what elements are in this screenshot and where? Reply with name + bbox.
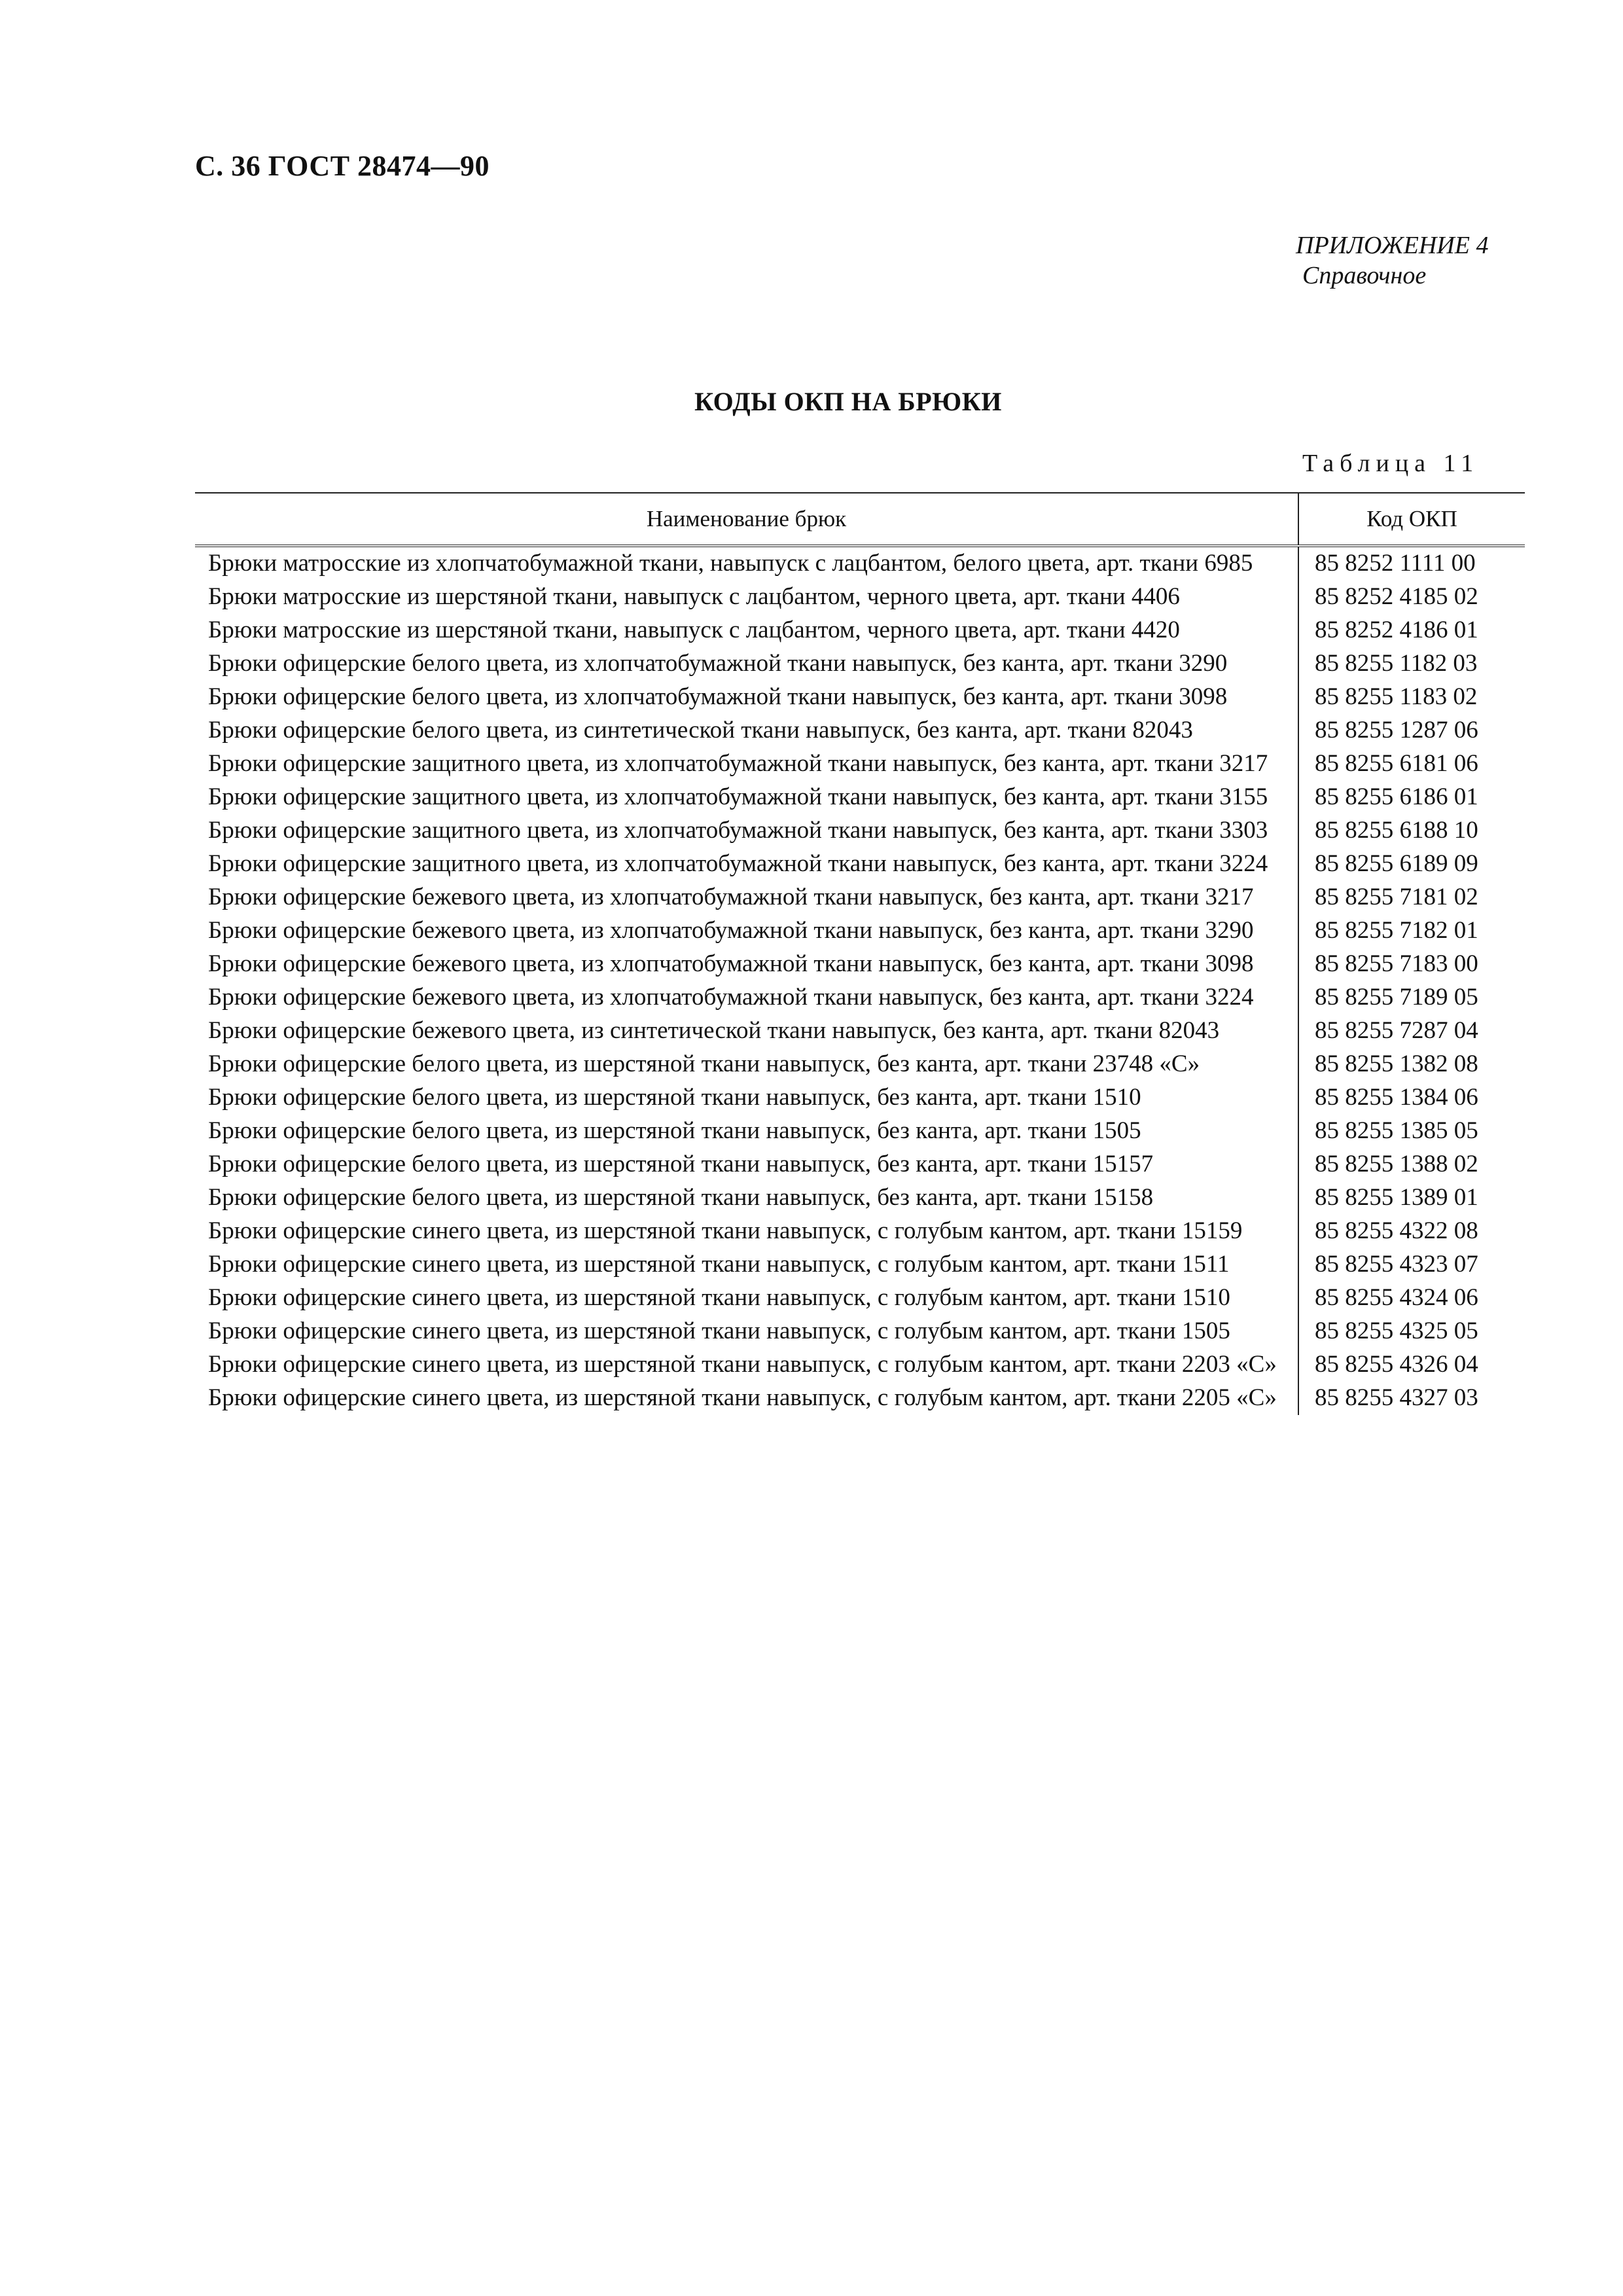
table-label: Таблица 11 (1302, 450, 1480, 477)
okp-code-cell: 85 8255 6188 10 (1315, 817, 1478, 844)
trouser-name-cell: Брюки офицерские синего цвета, из шерстяной ткани навыпуск, с голубым кантом, арт. ткани 2203 «С» (195, 1348, 1298, 1382)
table-row (195, 681, 1525, 714)
trouser-name-cell: Брюки офицерские синего цвета, из шерстяной ткани навыпуск, с голубым кантом, арт. ткани 15159 (195, 1215, 1298, 1248)
table-row (195, 1348, 1525, 1382)
table-row (195, 1248, 1525, 1282)
table-row (195, 781, 1525, 814)
trouser-name-cell: Брюки офицерские синего цвета, из шерстяной ткани навыпуск, с голубым кантом, арт. ткани 1511 (195, 1248, 1298, 1282)
table-row (195, 1148, 1525, 1181)
table-row (195, 647, 1525, 681)
table-row (195, 1282, 1525, 1315)
okp-code-cell: 85 8252 4185 02 (1315, 583, 1478, 610)
okp-code-cell: 85 8255 7183 00 (1315, 950, 1478, 977)
table-row (195, 948, 1525, 981)
okp-code-cell: 85 8255 1382 08 (1315, 1050, 1478, 1077)
okp-code-cell: 85 8255 7181 02 (1315, 884, 1478, 910)
table-header-row (195, 493, 1525, 546)
table-row (195, 881, 1525, 914)
okp-code-cell: 85 8255 1385 05 (1315, 1117, 1478, 1144)
trouser-name-cell: Брюки офицерские бежевого цвета, из хлопчатобумажной ткани навыпуск, без канта, арт. ткани 3290 (195, 914, 1298, 948)
table-row (195, 1181, 1525, 1215)
trouser-name-cell: Брюки офицерские бежевого цвета, из хлопчатобумажной ткани навыпуск, без канта, арт. ткани 3098 (195, 948, 1298, 981)
okp-code-cell: 85 8255 4322 08 (1315, 1217, 1478, 1244)
okp-code-cell: 85 8255 1287 06 (1315, 717, 1478, 744)
trouser-name-cell: Брюки матросские из шерстяной ткани, навыпуск с лацбантом, черного цвета, арт. ткани 4406 (195, 581, 1298, 614)
okp-code-cell: 85 8255 7189 05 (1315, 984, 1478, 1011)
appendix-subtitle: Справочное (1302, 262, 1427, 289)
trouser-name-cell: Брюки офицерские белого цвета, из шерстяной ткани навыпуск, без канта, арт. ткани 1505 (195, 1115, 1298, 1148)
okp-code-cell: 85 8252 4186 01 (1315, 617, 1478, 643)
trouser-name-cell: Брюки офицерские белого цвета, из хлопчатобумажной ткани навыпуск, без канта, арт. ткани 3098 (195, 681, 1298, 714)
trouser-name-cell: Брюки матросские из хлопчатобумажной ткани, навыпуск с лацбантом, белого цвета, арт. ткани 6985 (195, 546, 1298, 581)
trouser-name-cell: Брюки офицерские белого цвета, из шерстяной ткани навыпуск, без канта, арт. ткани 23748 «С» (195, 1048, 1298, 1081)
okp-code-cell: 85 8255 7182 01 (1315, 917, 1478, 944)
trouser-name-cell: Брюки офицерские защитного цвета, из хлопчатобумажной ткани навыпуск, без канта, арт. ткани 3217 (195, 747, 1298, 781)
okp-code-cell: 85 8255 4323 07 (1315, 1251, 1478, 1278)
okp-code-cell: 85 8255 1182 03 (1315, 650, 1478, 677)
okp-code-cell: 85 8255 6181 06 (1315, 750, 1478, 777)
okp-code-cell: 85 8255 6186 01 (1315, 783, 1478, 810)
table-row (195, 1382, 1525, 1415)
table-row (195, 814, 1525, 848)
trouser-name-cell: Брюки офицерские защитного цвета, из хлопчатобумажной ткани навыпуск, без канта, арт. ткани 3303 (195, 814, 1298, 848)
trouser-name-cell: Брюки офицерские защитного цвета, из хлопчатобумажной ткани навыпуск, без канта, арт. ткани 3224 (195, 848, 1298, 881)
trouser-name-cell: Брюки офицерские бежевого цвета, из хлопчатобумажной ткани навыпуск, без канта, арт. ткани 3217 (195, 881, 1298, 914)
okp-code-cell: 85 8255 4325 05 (1315, 1318, 1478, 1344)
table-row (195, 614, 1525, 647)
table-row (195, 1315, 1525, 1348)
okp-code-cell: 85 8255 1389 01 (1315, 1184, 1478, 1211)
okp-code-cell: 85 8255 7287 04 (1315, 1017, 1478, 1044)
trouser-name-cell: Брюки офицерские защитного цвета, из хлопчатобумажной ткани навыпуск, без канта, арт. ткани 3155 (195, 781, 1298, 814)
table-row (195, 848, 1525, 881)
okp-codes-table (195, 492, 1525, 1415)
okp-code-cell: 85 8252 1111 00 (1315, 550, 1476, 577)
trouser-name-cell: Брюки офицерские белого цвета, из синтетической ткани навыпуск, без канта, арт. ткани 82043 (195, 714, 1298, 747)
column-header-name: Наименование брюк (195, 493, 1298, 546)
trouser-name-cell: Брюки офицерские синего цвета, из шерстяной ткани навыпуск, с голубым кантом, арт. ткани 2205 «С» (195, 1382, 1298, 1415)
table-row (195, 714, 1525, 747)
table-row (195, 581, 1525, 614)
trouser-name-cell: Брюки матросские из шерстяной ткани, навыпуск с лацбантом, черного цвета, арт. ткани 4420 (195, 614, 1298, 647)
table-row (195, 747, 1525, 781)
table-row (195, 1048, 1525, 1081)
okp-code-cell: 85 8255 4326 04 (1315, 1351, 1478, 1378)
appendix-title: ПРИЛОЖЕНИЕ 4 (1296, 232, 1489, 259)
trouser-name-cell: Брюки офицерские белого цвета, из шерстяной ткани навыпуск, без канта, арт. ткани 15157 (195, 1148, 1298, 1181)
table-row (195, 1215, 1525, 1248)
column-header-code: Код ОКП (1298, 493, 1525, 546)
table-row (195, 1115, 1525, 1148)
trouser-name-cell: Брюки офицерские синего цвета, из шерстяной ткани навыпуск, с голубым кантом, арт. ткани 1505 (195, 1315, 1298, 1348)
table-row (195, 1081, 1525, 1115)
table-row (195, 981, 1525, 1014)
table-body (195, 546, 1525, 1415)
okp-table-container (195, 492, 1525, 1415)
trouser-name-cell: Брюки офицерские бежевого цвета, из синтетической ткани навыпуск, без канта, арт. ткани 82043 (195, 1014, 1298, 1048)
okp-code-cell: 85 8255 1388 02 (1315, 1151, 1478, 1177)
document-title: КОДЫ ОКП НА БРЮКИ (694, 387, 1002, 416)
table-row (195, 546, 1525, 581)
trouser-name-cell: Брюки офицерские белого цвета, из шерстяной ткани навыпуск, без канта, арт. ткани 1510 (195, 1081, 1298, 1115)
trouser-name-cell: Брюки офицерские белого цвета, из шерстяной ткани навыпуск, без канта, арт. ткани 15158 (195, 1181, 1298, 1215)
okp-code-cell: 85 8255 4327 03 (1315, 1384, 1478, 1411)
appendix-block (1296, 230, 1488, 291)
okp-code-cell: 85 8255 4324 06 (1315, 1284, 1478, 1311)
okp-code-cell: 85 8255 1384 06 (1315, 1084, 1478, 1111)
trouser-name-cell: Брюки офицерские синего цвета, из шерстяной ткани навыпуск, с голубым кантом, арт. ткани 1510 (195, 1282, 1298, 1315)
table-row (195, 914, 1525, 948)
trouser-name-cell: Брюки офицерские белого цвета, из хлопчатобумажной ткани навыпуск, без канта, арт. ткани 3290 (195, 647, 1298, 681)
okp-code-cell: 85 8255 1183 02 (1315, 683, 1478, 710)
okp-code-cell: 85 8255 6189 09 (1315, 850, 1478, 877)
page-header: С. 36 ГОСТ 28474—90 (195, 150, 490, 182)
trouser-name-cell: Брюки офицерские бежевого цвета, из хлопчатобумажной ткани навыпуск, без канта, арт. ткани 3224 (195, 981, 1298, 1014)
table-row (195, 1014, 1525, 1048)
